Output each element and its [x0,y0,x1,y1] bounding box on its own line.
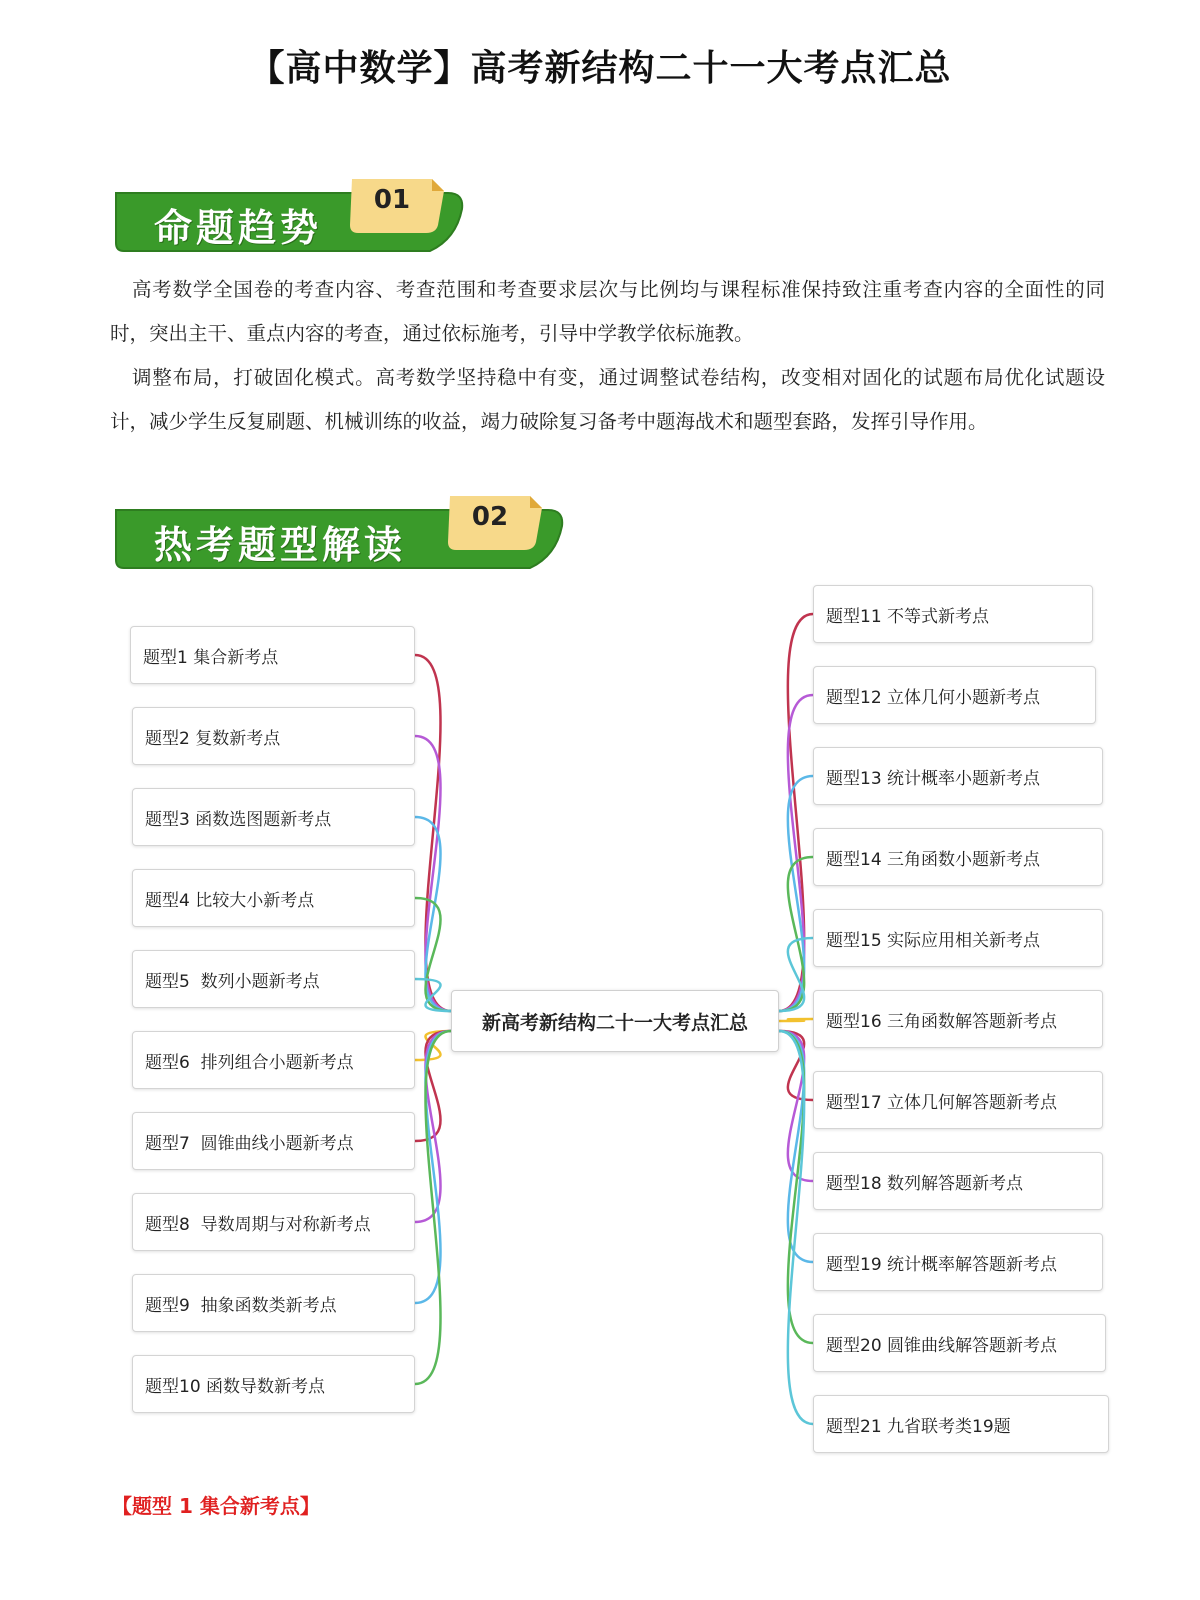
paragraph-2: 调整布局，打破固化模式。高考数学坚持稳中有变，通过调整试卷结构，改变相对固化的试题布局优化试题设计，减少学生反复刷题、机械训练的收益，竭力破除复习备考中题海战术和题型套路，发挥引导作用。 [110,366,1105,433]
mindmap-node: 题型16 三角函数解答题新考点 [813,990,1103,1048]
mindmap-node: 题型3 函数选图题新考点 [132,788,415,846]
mindmap-node: 题型13 统计概率小题新考点 [813,747,1103,805]
connector-right [779,1031,813,1343]
mindmap-node: 题型10 函数导数新考点 [132,1355,415,1413]
connector-right [779,1019,813,1021]
connector-right [779,695,813,1011]
mindmap-node: 题型14 三角函数小题新考点 [813,828,1103,886]
mindmap-node: 题型19 统计概率解答题新考点 [813,1233,1103,1291]
mindmap-node: 题型18 数列解答题新考点 [813,1152,1103,1210]
mindmap-node: 题型20 圆锥曲线解答题新考点 [813,1314,1106,1372]
connector-right [779,1031,813,1181]
mindmap-node: 题型12 立体几何小题新考点 [813,666,1096,724]
mindmap-node: 题型15 实际应用相关新考点 [813,909,1103,967]
mindmap-node: 题型9 抽象函数类新考点 [132,1274,415,1332]
mindmap-node: 题型7 圆锥曲线小题新考点 [132,1112,415,1170]
connector-right [779,614,813,1011]
connector-left [415,1031,451,1303]
connector-left [415,736,451,1011]
mindmap-node: 题型4 比较大小新考点 [132,869,415,927]
section-heading-type-1: 【题型 1 集合新考点】 [112,1494,320,1518]
connector-right [779,857,813,1011]
banner-title: 命题趋势 [154,205,323,250]
banner-number: 01 [373,185,411,215]
mindmap-node: 题型8 导数周期与对称新考点 [132,1193,415,1251]
mindmap-center-node: 新高考新结构二十一大考点汇总 [451,990,779,1052]
mindmap-node: 题型1 集合新考点 [130,626,415,684]
mindmap-node: 题型17 立体几何解答题新考点 [813,1071,1103,1129]
mindmap-node: 题型11 不等式新考点 [813,585,1093,643]
mindmap-node: 题型5 数列小题新考点 [132,950,415,1008]
page-title: 【高中数学】高考新结构二十一大考点汇总 [248,48,952,89]
mindmap-node: 题型21 九省联考类19题 [813,1395,1109,1453]
mindmap-node: 题型6 排列组合小题新考点 [132,1031,415,1089]
banner-title: 热考题型解读 [154,522,407,567]
connector-right [779,1031,813,1424]
banner-number: 02 [471,502,509,532]
paragraph-1: 高考数学全国卷的考查内容、考查范围和考查要求层次与比例均与课程标准保持致注重考查内容的全面性的同时，突出主干、重点内容的考查，通过依标施考，引导中学教学依标施教。 [110,278,1105,345]
mindmap-node: 题型2 复数新考点 [132,707,415,765]
